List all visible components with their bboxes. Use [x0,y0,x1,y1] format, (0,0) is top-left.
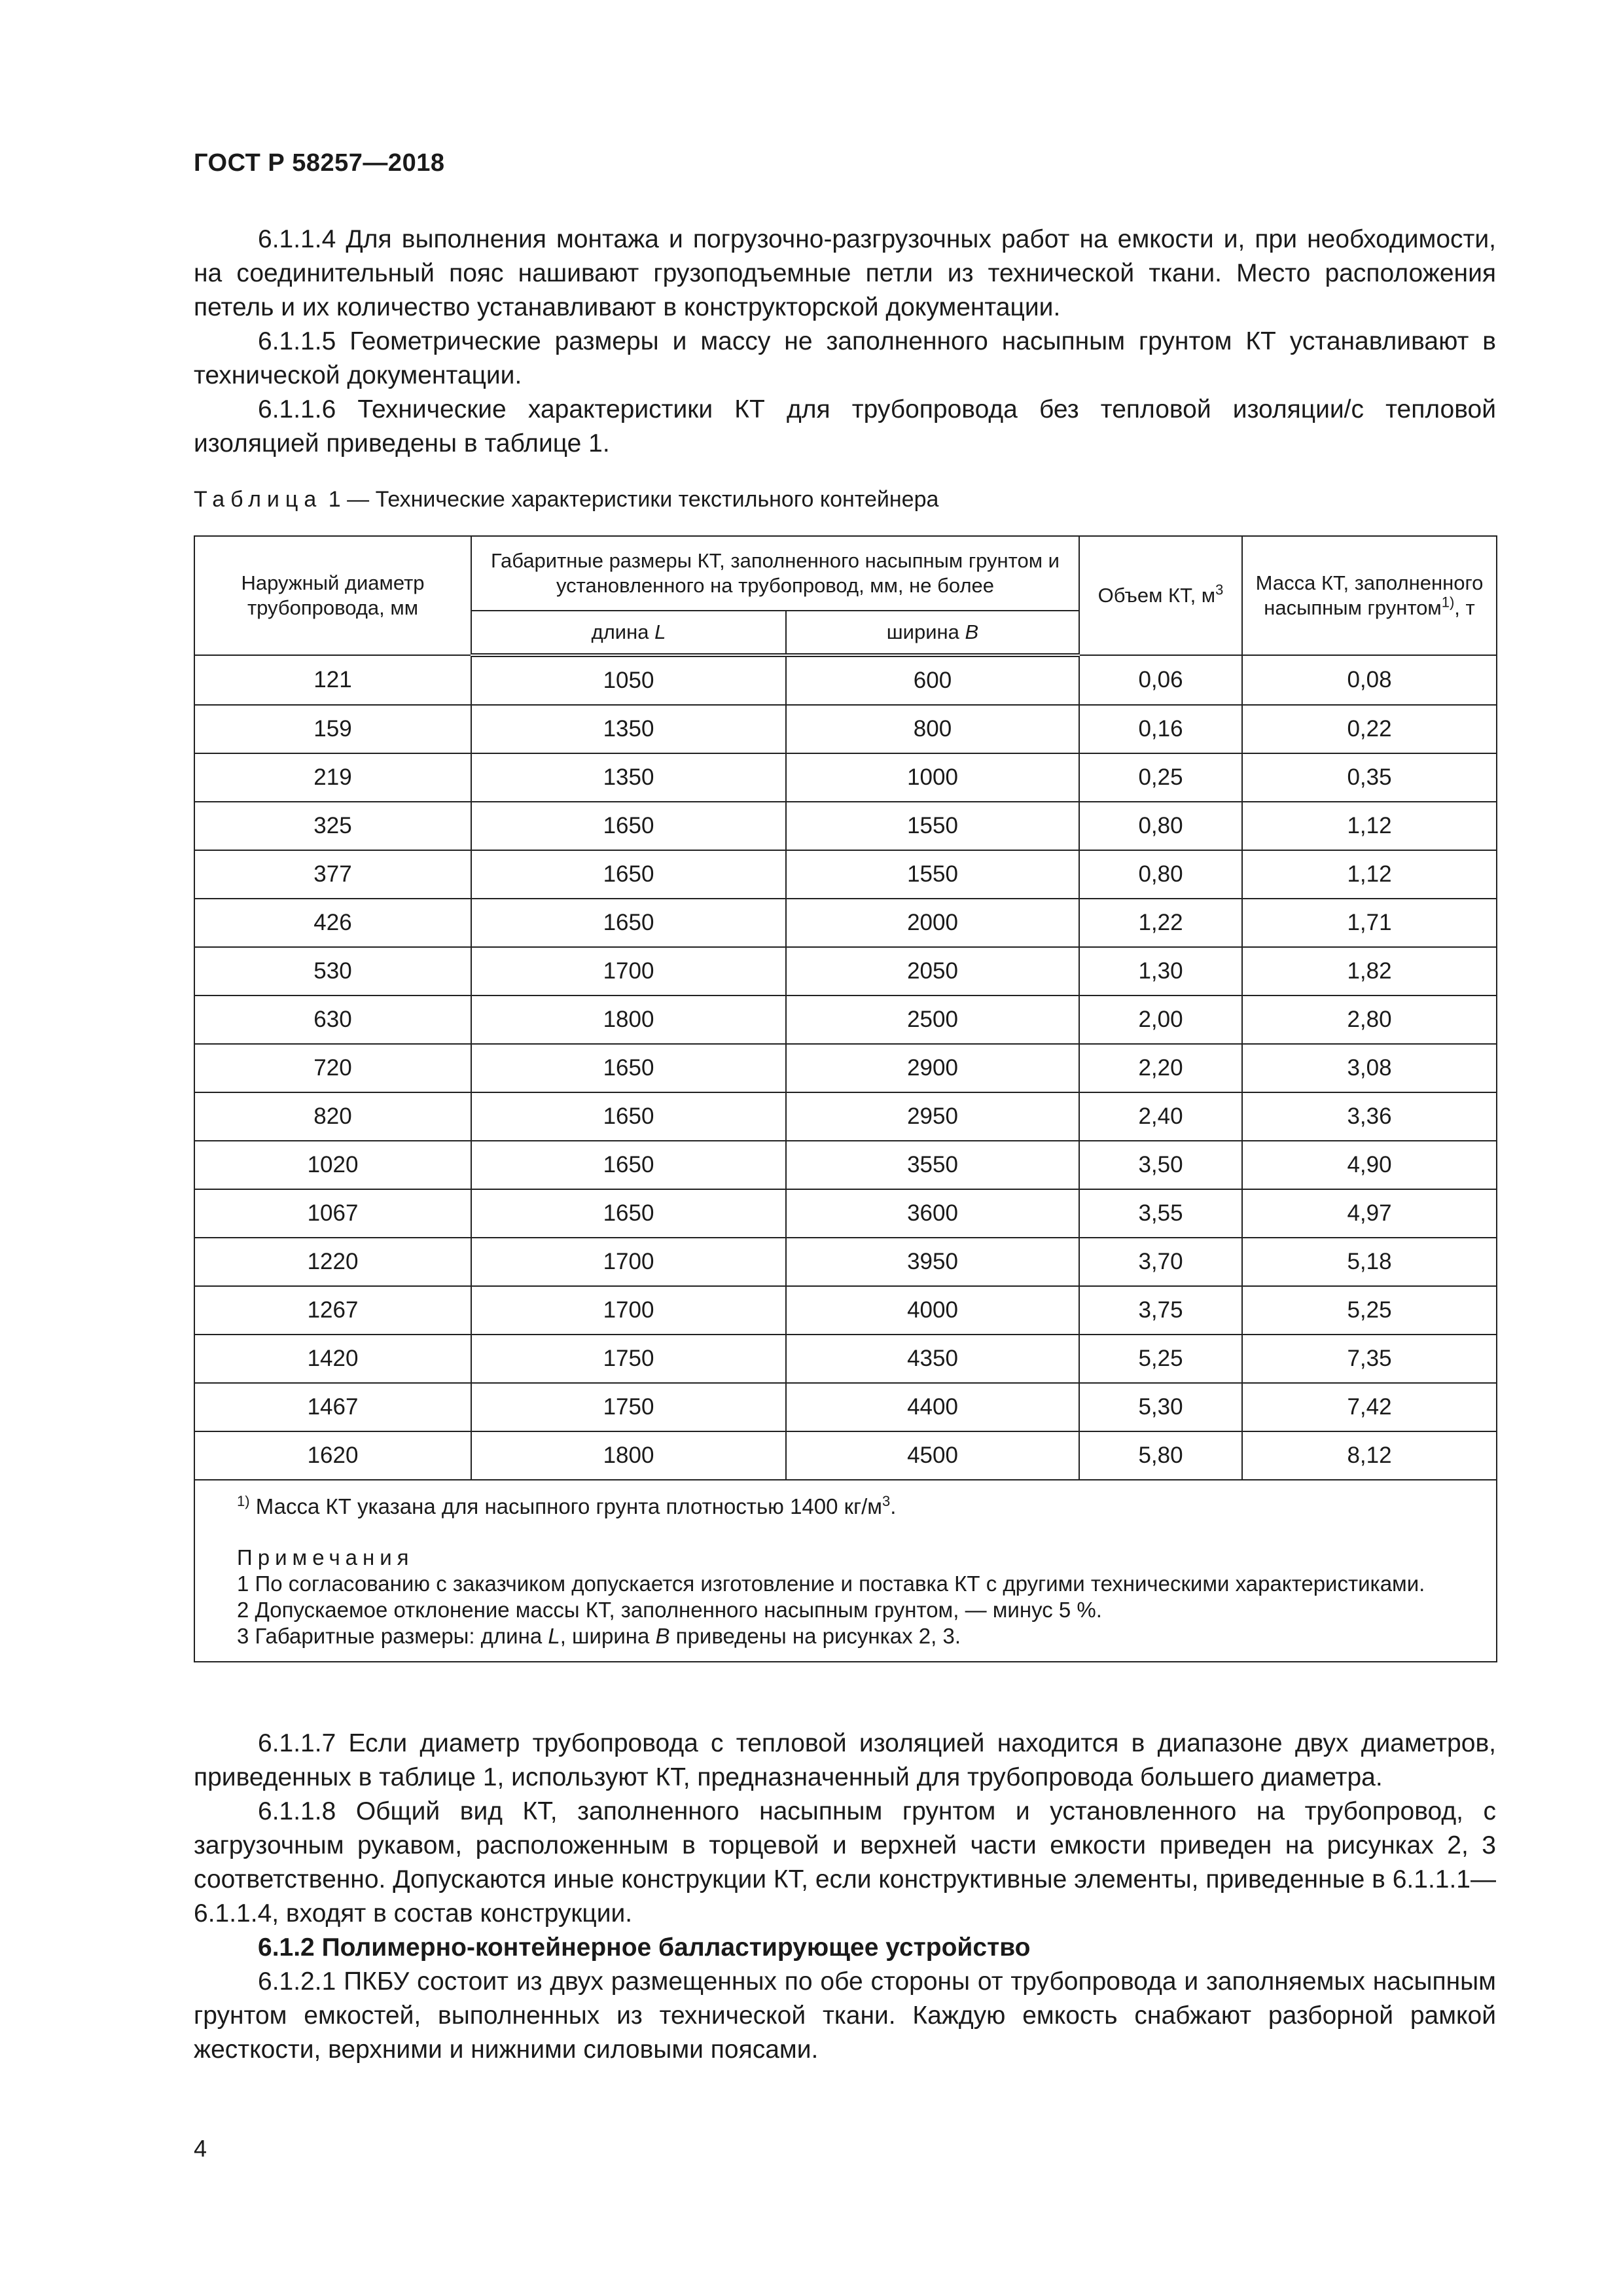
header-volume-text: Объем КТ, м [1097,584,1216,607]
width-cell: 4350 [786,1335,1079,1383]
length-cell: 1650 [471,1092,786,1141]
intro-paragraphs [194,223,1496,461]
header-dimensions [471,536,1079,611]
width-cell: 2900 [786,1044,1079,1092]
length-cell: 1750 [471,1383,786,1431]
diameter-cell: 219 [194,753,471,802]
diameter-cell: 377 [194,850,471,899]
header-length [471,611,786,655]
volume-cell: 0,16 [1079,705,1242,753]
table-row [194,1189,1497,1238]
table-row [194,899,1497,947]
mass-cell: 1,82 [1242,947,1497,996]
width-cell: 1550 [786,802,1079,850]
diameter-cell: 1020 [194,1141,471,1189]
width-cell: 800 [786,705,1079,753]
volume-cell: 1,30 [1079,947,1242,996]
header-diameter [194,536,471,655]
volume-cell: 5,80 [1079,1431,1242,1480]
paragraph-6-1-1-5: 6.1.1.5 Геометрические размеры и массу не заполненного насыпным грунтом КТ устанавливают в технической документации. [194,327,1496,389]
diameter-cell: 426 [194,899,471,947]
table-row [194,1286,1497,1335]
mass-cell: 5,25 [1242,1286,1497,1335]
note-3 [213,1623,1479,1649]
diameter-cell: 121 [194,655,471,705]
volume-cell: 2,40 [1079,1092,1242,1141]
length-cell: 1050 [471,655,786,705]
width-cell: 1000 [786,753,1079,802]
table-notes [194,1480,1497,1662]
header-volume [1079,536,1242,655]
volume-cell: 3,50 [1079,1141,1242,1189]
width-cell: 2000 [786,899,1079,947]
volume-cell: 3,75 [1079,1286,1242,1335]
paragraph-6-1-1-4: 6.1.1.4 Для выполнения монтажа и погрузочно-разгрузочных работ на емкости и, при необходимости, на соединительный пояс нашивают грузоподъемные петли из технической ткани. Место расположения петель и их количество устанавливают в конструкторской документации. [194,225,1496,321]
mass-cell: 4,97 [1242,1189,1497,1238]
specs-table [194,535,1497,1662]
diameter-cell: 820 [194,1092,471,1141]
volume-cell: 0,06 [1079,655,1242,705]
length-cell: 1350 [471,705,786,753]
volume-cell: 5,25 [1079,1335,1242,1383]
notes-heading: Примечания [237,1545,414,1570]
table-row [194,850,1497,899]
length-cell: 1800 [471,1431,786,1480]
header-diameter-text: Наружный диаметр трубопровода, мм [241,571,425,619]
table-caption [194,485,938,514]
width-cell: 4500 [786,1431,1079,1480]
width-cell: 1550 [786,850,1079,899]
note-1: 1 По согласованию с заказчиком допускается изготовление и поставка КТ с другими техническими характеристиками. [237,1571,1425,1596]
mass-cell: 0,22 [1242,705,1497,753]
header-mass-text: Масса КТ, заполненного насыпным грунтом [1255,571,1484,619]
table-row [194,1044,1497,1092]
mass-cell: 7,35 [1242,1335,1497,1383]
mass-cell: 0,08 [1242,655,1497,705]
table-row [194,996,1497,1044]
table-caption-label: Таблица [194,487,323,512]
volume-cell: 5,30 [1079,1383,1242,1431]
mass-cell: 4,90 [1242,1141,1497,1189]
length-cell: 1650 [471,1141,786,1189]
diameter-cell: 530 [194,947,471,996]
table-row [194,705,1497,753]
header-length-symbol: L [654,620,666,643]
diameter-cell: 325 [194,802,471,850]
document-code: ГОСТ Р 58257—2018 [194,149,445,177]
length-cell: 1650 [471,1189,786,1238]
table-caption-text: 1 — Технические характеристики текстильного контейнера [328,487,939,512]
volume-cell: 2,00 [1079,996,1242,1044]
diameter-cell: 1420 [194,1335,471,1383]
length-cell: 1750 [471,1335,786,1383]
width-cell: 2050 [786,947,1079,996]
section-heading-6-1-2: 6.1.2 Полимерно-контейнерное балластирующее устройство [258,1933,1031,1962]
mass-cell: 0,35 [1242,753,1497,802]
volume-cell: 2,20 [1079,1044,1242,1092]
width-cell: 3950 [786,1238,1079,1286]
length-cell: 1700 [471,1286,786,1335]
length-cell: 1700 [471,1238,786,1286]
table-row [194,1335,1497,1383]
note-3-symbol-b: B [655,1624,670,1648]
diameter-cell: 1067 [194,1189,471,1238]
length-cell: 1350 [471,753,786,802]
width-cell: 4000 [786,1286,1079,1335]
header-width [786,611,1079,655]
footnote [237,1494,1479,1520]
mass-cell: 3,08 [1242,1044,1497,1092]
note-2: 2 Допускаемое отклонение массы КТ, заполненного насыпным грунтом, — минус 5 %. [237,1598,1102,1622]
width-cell: 2500 [786,996,1079,1044]
footnote-sup: 3 [882,1493,891,1509]
table-row [194,1141,1497,1189]
table-row [194,1431,1497,1480]
volume-cell: 0,25 [1079,753,1242,802]
mass-cell: 2,80 [1242,996,1497,1044]
length-cell: 1700 [471,947,786,996]
volume-cell: 0,80 [1079,850,1242,899]
width-cell: 2950 [786,1092,1079,1141]
header-width-text: ширина [886,620,959,643]
note-3-part-b: , ширина [560,1624,656,1648]
paragraph-6-1-1-6: 6.1.1.6 Технические характеристики КТ для трубопровода без тепловой изоляции/с тепловой изоляцией приведены в таблице 1. [194,395,1496,457]
note-3-part-c: приведены на рисунках 2, 3. [669,1624,961,1648]
table-row [194,655,1497,705]
width-cell: 600 [786,655,1079,705]
footnote-mark: 1) [237,1493,250,1509]
header-volume-sup: 3 [1215,581,1224,598]
table-body [194,655,1497,1480]
mass-cell: 1,71 [1242,899,1497,947]
diameter-cell: 1467 [194,1383,471,1431]
mass-cell: 3,36 [1242,1092,1497,1141]
length-cell: 1650 [471,802,786,850]
mass-cell: 1,12 [1242,802,1497,850]
paragraph-6-1-2-1: 6.1.2.1 ПКБУ состоит из двух размещенных по обе стороны от трубопровода и заполняемых насыпным грунтом емкостей, выполненных из технической ткани. Каждую емкость снабжают разборной рамкой жесткости, верхними и нижними силовыми поясами. [194,1967,1496,2064]
table-row [194,947,1497,996]
mass-cell: 8,12 [1242,1431,1497,1480]
header-mass-sup: 1) [1441,594,1455,611]
width-cell: 3600 [786,1189,1079,1238]
length-cell: 1650 [471,899,786,947]
footnote-text: Масса КТ указана для насыпного грунта плотностью 1400 кг/м [255,1494,882,1518]
volume-cell: 0,80 [1079,802,1242,850]
volume-cell: 3,55 [1079,1189,1242,1238]
width-cell: 4400 [786,1383,1079,1431]
table-row [194,1238,1497,1286]
paragraph-6-1-1-7: 6.1.1.7 Если диаметр трубопровода с тепловой изоляцией находится в диапазоне двух диаметров, приведенных в таблице 1, используют КТ, предназначенный для трубопровода большего диаметра. [194,1729,1496,1791]
diameter-cell: 1220 [194,1238,471,1286]
mass-cell: 5,18 [1242,1238,1497,1286]
page-number: 4 [194,2135,207,2162]
diameter-cell: 1267 [194,1286,471,1335]
width-cell: 3550 [786,1141,1079,1189]
following-paragraphs [194,1727,1496,2067]
table-row [194,1092,1497,1141]
mass-cell: 7,42 [1242,1383,1497,1431]
diameter-cell: 630 [194,996,471,1044]
table-row [194,802,1497,850]
diameter-cell: 720 [194,1044,471,1092]
header-length-text: длина [591,620,649,643]
paragraph-6-1-1-8: 6.1.1.8 Общий вид КТ, заполненного насыпным грунтом и установленного на трубопровод, с загрузочным рукавом, расположенным в торцевой и верхней части емкости приведен на рисунках 2, 3 соответственно. Допускаются иные конструкции КТ, если конструктивные элементы, приведенные в 6.1.1.1—6.1.1.4, входят в состав конструкции. [194,1797,1496,1928]
header-mass-suffix: , т [1454,596,1475,619]
length-cell: 1800 [471,996,786,1044]
volume-cell: 3,70 [1079,1238,1242,1286]
header-mass [1242,536,1497,655]
length-cell: 1650 [471,1044,786,1092]
header-width-symbol: B [965,620,979,643]
volume-cell: 1,22 [1079,899,1242,947]
footnote-end: . [890,1494,897,1518]
diameter-cell: 159 [194,705,471,753]
length-cell: 1650 [471,850,786,899]
table-row [194,753,1497,802]
header-dimensions-text: Габаритные размеры КТ, заполненного насыпным грунтом и установленного на трубопровод, мм, не более [490,549,1060,597]
note-3-symbol-l: L [548,1624,560,1648]
table-row [194,1383,1497,1431]
note-3-part-a: 3 Габаритные размеры: длина [237,1624,548,1648]
mass-cell: 1,12 [1242,850,1497,899]
diameter-cell: 1620 [194,1431,471,1480]
